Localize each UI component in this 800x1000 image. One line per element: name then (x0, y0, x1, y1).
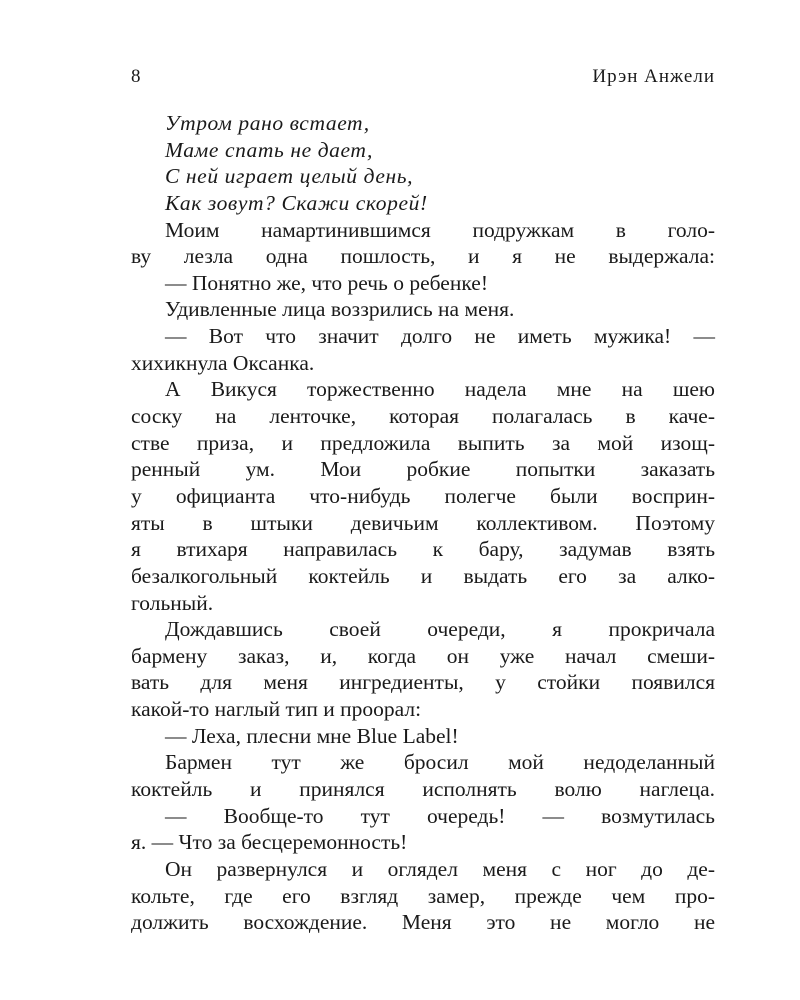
text-line: Удивленные лица воззрились на меня. (165, 297, 515, 322)
poem-line: Как зовут? Скажи скорей! (165, 190, 428, 215)
text-line: у официанта что-нибудь полегче были восприн- (131, 483, 715, 508)
text-line: А Викуся торжественно надела мне на шею (165, 377, 715, 402)
text-line: я втихаря направилась к бару, задумав взять (131, 537, 715, 562)
text-line: Дождавшись своей очереди, я прокричала (165, 617, 715, 642)
text-line: коктейль и принялся исполнять волю наглеца. (131, 777, 715, 802)
text-line: хихикнула Оксанка. (131, 350, 315, 375)
text-line: безалкогольный коктейль и выдать его за алко- (131, 563, 715, 588)
text-line: какой-то наглый тип и проорал: (131, 697, 422, 722)
poem-line: С ней играет целый день, (165, 164, 414, 189)
text-line: — Леха, плесни мне Blue Label! (165, 723, 459, 748)
page-header (131, 66, 715, 96)
text-line: Он развернулся и оглядел меня с ног до де- (165, 856, 715, 881)
text-line: я. — Что за бесцеремонность! (131, 830, 408, 855)
text-line: — Вот что значит долго не иметь мужика! — (165, 324, 715, 349)
page-number: 8 (131, 66, 141, 87)
text-line: бармену заказ, и, когда он уже начал смеши- (131, 643, 715, 668)
text-line: кольте, где его взгляд замер, прежде чем про- (131, 883, 715, 908)
text-line: Моим намартинившимся подружкам в голо- (165, 217, 715, 242)
text-line: ренный ум. Мои робкие попытки заказать (131, 457, 715, 482)
running-title: Ирэн Анжели (592, 66, 715, 87)
poem-line: Маме спать не дает, (165, 137, 374, 162)
text-line: ву лезла одна пошлость, и я не выдержала: (131, 244, 715, 269)
text-line: яты в штыки девичьим коллективом. Поэтому (131, 510, 715, 535)
text-line: вать для меня ингредиенты, у стойки появился (131, 670, 715, 695)
text-line: соску на ленточке, которая полагалась в каче- (131, 404, 715, 429)
body-text (131, 110, 715, 936)
poem-line: Утром рано встает, (165, 111, 370, 135)
text-line: должить восхождение. Меня это не могло не (131, 910, 715, 935)
text-line: — Понятно же, что речь о ребенке! (165, 270, 488, 295)
text-line: стве приза, и предложила выпить за мой изощ- (131, 430, 715, 455)
text-line: Бармен тут же бросил мой недоделанный (165, 750, 715, 775)
text-line: гольный. (131, 590, 214, 615)
text-line: — Вообще-то тут очередь! — возмутилась (165, 803, 715, 828)
